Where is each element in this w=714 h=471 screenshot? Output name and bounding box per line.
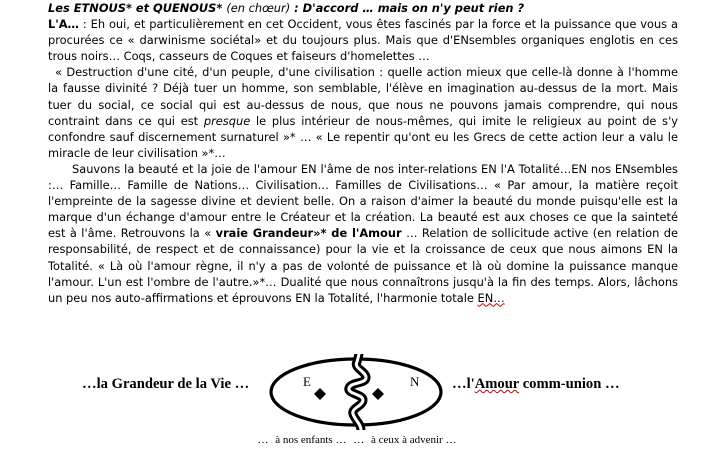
heading-choeur: (en chœur) <box>226 1 291 15</box>
speaker-label: L'A… <box>48 17 79 32</box>
grandeur-phrase: …la Grandeur de la Vie … <box>82 376 250 392</box>
dedication-children: à nos enfants … <box>275 434 347 446</box>
paragraph-2 <box>48 64 678 161</box>
dedication-line <box>0 434 714 446</box>
amour-prefix: …l' <box>452 376 475 392</box>
document-heading <box>48 0 678 16</box>
heading-main: Les ETNOUS* et QUENOUS* <box>48 1 223 15</box>
paragraph-3-text-b: … Relation de sollicitude active (en relation de responsabilité, de respect et de connaissance) pour la vie et la croissance de ceux que nous aimons EN la Totalité. « Là où l'amour règne, il n'y a pas de volonté de puissance et là où domine la puissance manque l'amour. L'un est l'ombre de l'autre.»*… Dualité que nous connaîtrons jusqu'à la fin des temps. Alors, lâchons un peu nos auto-affirmations et éprouvons EN la Totalité, l'harmonie totale <box>48 226 678 305</box>
emblem-letter-e: E <box>303 374 311 389</box>
compass-emblem-graphic <box>263 354 449 430</box>
amour-phrase <box>452 376 620 393</box>
emblem-row <box>0 354 714 434</box>
final-en: EN… <box>477 290 505 305</box>
dedication-ellipsis-1: … <box>257 434 269 446</box>
paragraph-3 <box>48 161 678 306</box>
paragraph-1 <box>48 16 678 64</box>
amour-word: Amour <box>474 376 520 392</box>
paragraph-3-text-a: Sauvons la beauté et la joie de l'amour EN l'âme de nos inter-relations EN l'A Totalité…EN nos ENsembles :… Famille… Famille de Nations… Civilisation… Familles de Civilisations… « Par amour, la matière reçoit l'empreinte de la sagesse divine et devient belle. On a raison d'aimer la beauté du monde puisqu'elle est la marque d'un échange d'amour entre le Créateur et la création. La beauté est aux choses ce que la sainteté est à l'âme. Retrouvons la « <box>48 161 678 241</box>
vraie-grandeur: vraie Grandeur»* de l'Amour <box>215 226 402 241</box>
word-presque: presque <box>203 113 251 128</box>
document-body <box>48 0 678 306</box>
emblem-letter-n: N <box>410 374 420 389</box>
dedication-future: à ceux à advenir … <box>370 434 457 446</box>
paragraph-1-text: : Eh oui, et particulièrement en cet Occident, vous êtes fascinés par la force et la puissance que vous a procurées ce « darwinisme sociétal» et du toujours plus. Mais que d'ENsembles organiques englotis en ces trous noirs… Coqs, casseurs de Coques et faiseurs d'homelettes … <box>48 17 679 64</box>
amour-suffix: comm-union … <box>522 376 620 392</box>
paragraph-2-text-a: « Destruction d'une cité, d'un peuple, d'une civilisation : quelle action mieux que celle-là donne à l'homme la fausse divinité ? Déjà tuer un homme, son semblable, l'élève en imagination au-dessus de la mort. Mais tuer du social, ce social qui est au-dessus de nous, que nous ne pouvons jamais comprendre, qui nous contraint dans ce qui est <box>48 65 678 128</box>
heading-rest: : D'accord … mais on n'y peut rien ? <box>294 1 525 15</box>
paragraph-2-text-b: le plus intérieur de nous-mêmes, qui imite le religieux au point de s'y confondre sauf discernement surnaturel »* … « Le repentir qu'ont eu les Grecs de cette action leur a valu le miracle de leur civilisation »*… <box>48 113 678 160</box>
dedication-ellipsis-2: … <box>353 434 365 446</box>
compass-emblem <box>263 354 449 430</box>
